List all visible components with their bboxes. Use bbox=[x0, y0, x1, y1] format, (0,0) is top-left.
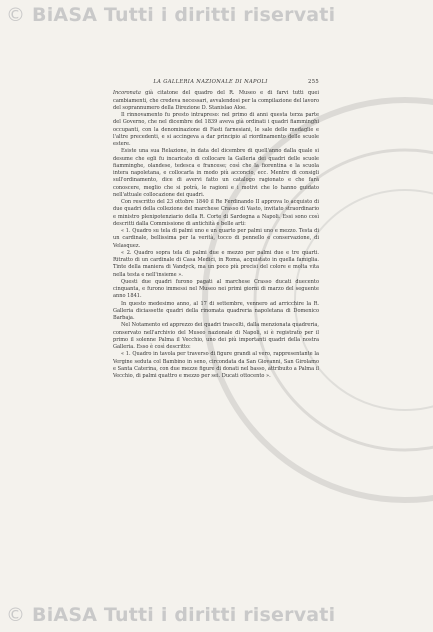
paragraph-8: In questo medesimo anno, al 17 di settembre, vennero ad arricchire la R. Galleria diciassette quadri della rinomata quadreria napoletana di Domenico Barbaja. bbox=[113, 300, 319, 321]
copyright-symbol: © bbox=[6, 4, 26, 26]
paragraph-1 bbox=[113, 90, 319, 112]
watermark-top bbox=[0, 4, 433, 26]
paragraph-9: Nel Notamento ed apprezzo dei quadri trascelti, dalla menzionata quadreria, conservato nell'archivio del Museo nazionale di Napoli, si è registrato per il primo il solenne Palma il Vecchio, uno dei più importanti quadri della nostra Galleria. Esso è così descritto: bbox=[113, 322, 319, 350]
paragraph-2: Il rinnovamento fu presto intrapreso: nel primo di anni questa terza parte del Governo, che nel dicembre del 1839 aveva già ordinati i quadri fiamminghi occupanti, con la denominazione di Fasti farnesiani, le sale delle medaglie e l'altre precedenti, e si accingeva a dar principio al riordinamento delle scuole estere. bbox=[113, 112, 319, 147]
running-head-title: LA GALLERIA NAZIONALE DI NAPOLI bbox=[153, 79, 268, 85]
paragraph-5: « 1. Quadro su tela di palmi uno e un quarto per palmi uno e mezzo. Testa di un cardinale, bellissima per la verità, tocco di pennello e conservazione, di Velasquez. bbox=[113, 228, 319, 249]
paragraph-7: Questi due quadri furono pagati al marchese Crasso ducati duecento cinquanta, e furono immessi nel Museo nei primi giorni di marzo del seguente anno 1841. bbox=[113, 278, 319, 300]
paragraph-3: Esiste una sua Relazione, in data del dicembre di quell'anno dalla quale si desume che egli fu incaricato di collocare la Galleria dei quadri delle scuole fiamminghe, olandese, tedesca e francese; così che la fiorentina e la scuola intera napoletana, e collocarla in modo più acconcio, ecc. Mentre di consigli sull'ordinamento, dice di avervi fatto un catalogo ragionato e che farà conoscere, meglio che si potrà, le ragioni e i motivi che lo hanno guidato nell'attuale collocazione dei quadri. bbox=[113, 148, 319, 198]
paragraph-6: « 2. Quadro sopra tela di palmi due e mezzo per palmi due e tre quarti. Ritratto di un cardinale di Casa Medici, in Roma, acquistato in quella famiglia. Tinte della maniera di Vandyck, ma un poco più precisi del colore e molta vita nella testa e nell'insieme ». bbox=[113, 249, 319, 278]
page-text-block bbox=[113, 79, 319, 380]
paragraph-4: Con rescritto del 23 ottobre 1840 il Re Ferdinando II approva lo acquisto di due quadri della collezione del marchese Crasso di Vasto, invitato straordinario e ministro plenipotenziario della R. Corte di Sardegna a Napoli. Essi sono così descritti dalla Commissione di antichità e belle arti: bbox=[113, 199, 319, 227]
running-header bbox=[113, 79, 319, 86]
paragraph-10: « 1. Quadro in tavola per traverso di figure grandi al vero, rappresentante la Vergine seduta col Bambino in seno, circondata da San Giovanni, San Girolamo e Santa Caterina, con due mezze figure di donati nel basso, attribuito a Palma il Vecchio, di palmi quattro e mezzo per sei. Ducati ottocento ». bbox=[113, 351, 319, 379]
copyright-symbol: © bbox=[6, 604, 26, 626]
page-number: 255 bbox=[308, 79, 319, 85]
paragraph-text: già citatone del quadro del R. Museo e di farvi tutti quei cambiamenti, che credeva necessari, avvalendosi per la compilazione del lavoro del soprannumero della Direzione D. Stanislao Aloe. bbox=[113, 90, 319, 111]
watermark-bottom bbox=[0, 604, 433, 626]
watermark-text: BiASA Tutti i diritti riservati bbox=[32, 604, 336, 626]
paragraph-lead: Incoronata bbox=[113, 90, 141, 97]
watermark-text: BiASA Tutti i diritti riservati bbox=[32, 4, 336, 26]
